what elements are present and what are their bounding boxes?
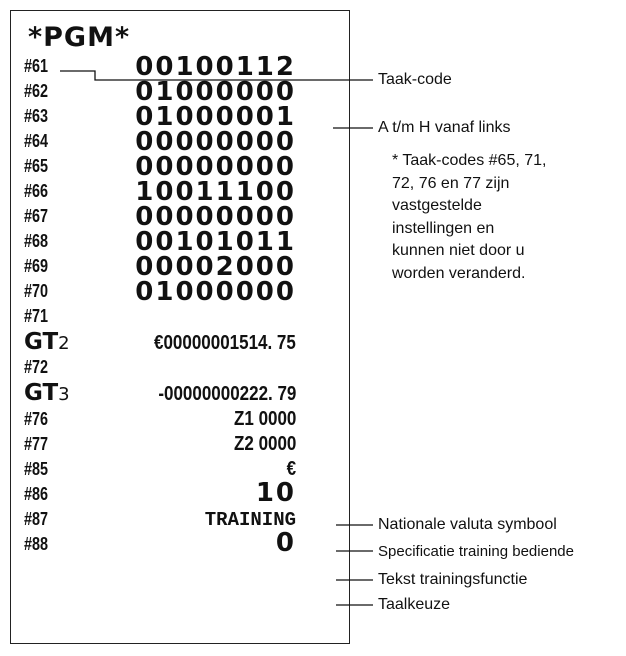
note-line: 72, 76 en 77 zijn: [392, 174, 510, 192]
row-value-67: 00000000: [135, 202, 296, 232]
row-value-68: 00101011: [135, 227, 296, 257]
row-code-69: #69: [24, 256, 49, 276]
note-line: worden veranderd.: [392, 264, 526, 282]
row-code-64: #64: [24, 131, 49, 151]
row-code-87: #87: [24, 509, 49, 529]
leader-task-code: [60, 71, 373, 80]
row-value-61: 00100112: [135, 52, 296, 82]
row-code-62: #62: [24, 81, 49, 101]
row-value-66: 10011100: [135, 177, 296, 207]
receipt-title: *PGM*: [28, 22, 131, 53]
row-code-63: #63: [24, 106, 49, 126]
row-value-70: 01000000: [135, 277, 296, 307]
row-code-68: #68: [24, 231, 49, 251]
row-code-77: #77: [24, 434, 49, 454]
row-code-gt3: GT3: [24, 380, 70, 406]
note-line: instellingen en: [392, 219, 495, 237]
annotation-note: [392, 150, 612, 285]
note-line: vastgestelde: [392, 197, 482, 214]
annotation-task-code: Taak-code: [378, 71, 452, 88]
row-value-86: 10: [255, 478, 296, 508]
annotation-a-to-h: A t/m H vanaf links: [378, 119, 511, 136]
note-line: * Taak-codes #65, 71,: [392, 152, 547, 169]
note-line: kunnen niet door u: [392, 242, 525, 259]
row-value-63: 01000001: [135, 102, 296, 132]
row-value-76: Z1 0000: [233, 408, 296, 430]
annotation-training-clerk: Specificatie training bediende: [378, 543, 574, 560]
row-code-70: #70: [24, 281, 49, 301]
row-value-gt3: -00000000222. 79: [157, 383, 296, 405]
row-code-88: #88: [24, 534, 49, 554]
row-code-86: #86: [24, 484, 49, 504]
annotation-training-text: Tekst trainingsfunctie: [378, 571, 528, 588]
row-value-77: Z2 0000: [233, 433, 296, 455]
row-code-85: #85: [24, 459, 49, 479]
row-value-85: €: [286, 458, 296, 480]
row-value-87: TRAINING: [204, 509, 296, 531]
row-value-62: 01000000: [135, 77, 296, 107]
row-code-71: #71: [24, 306, 49, 326]
row-code-66: #66: [24, 181, 49, 201]
row-value-65: 00000000: [135, 152, 296, 182]
row-code-gt2: GT2: [24, 329, 70, 355]
annotation-language: Taalkeuze: [378, 596, 451, 613]
row-value-69: 00002000: [135, 252, 296, 282]
row-code-76: #76: [24, 409, 49, 429]
row-code-65: #65: [24, 156, 49, 176]
row-code-72: #72: [24, 357, 49, 377]
row-value-gt2: €00000001514. 75: [154, 332, 296, 354]
annotation-currency: Nationale valuta symbool: [378, 516, 557, 533]
row-code-61: #61: [24, 56, 49, 76]
row-value-64: 00000000: [135, 127, 296, 157]
row-value-88: 0: [275, 528, 296, 558]
row-code-67: #67: [24, 206, 49, 226]
